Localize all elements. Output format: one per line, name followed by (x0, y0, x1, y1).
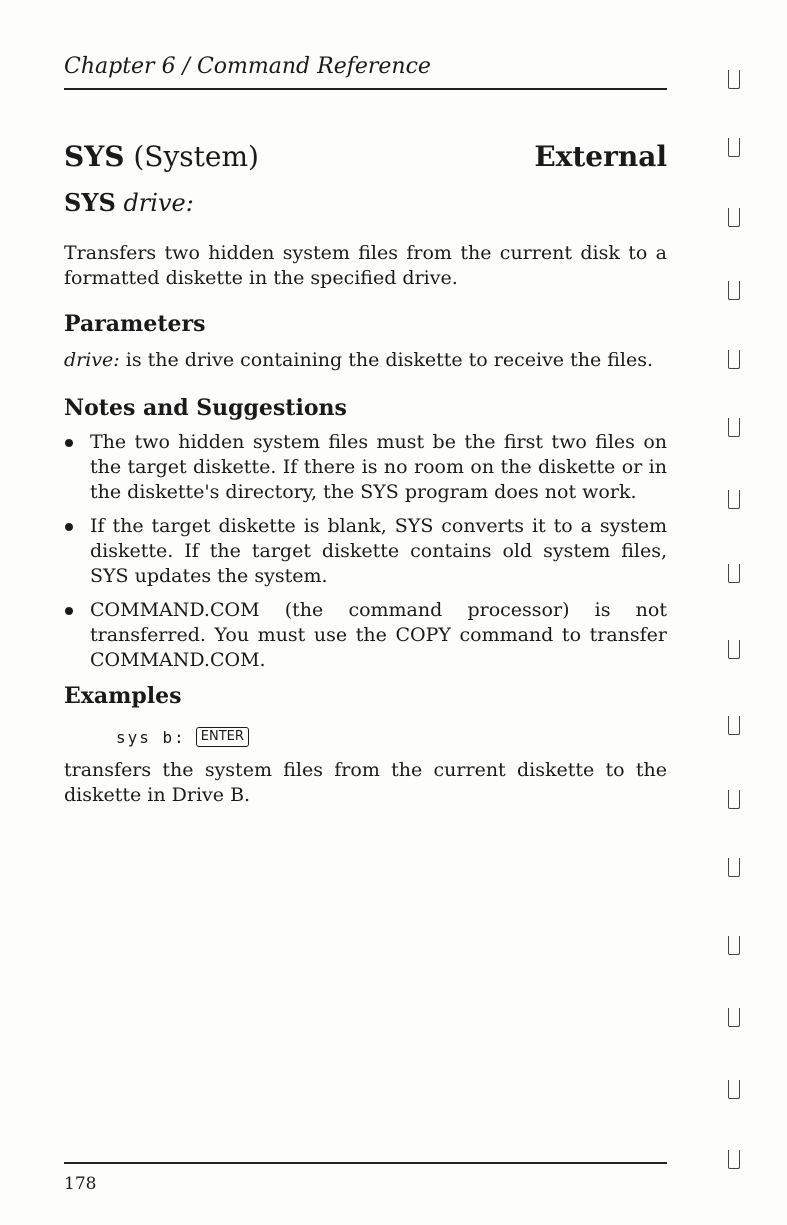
binder-mark-icon (728, 418, 740, 437)
binder-mark-icon (728, 490, 740, 509)
binder-mark-icon (728, 1150, 740, 1169)
footer-rule (64, 1162, 667, 1164)
binder-mark-icon (728, 1008, 740, 1027)
parameters-heading: Parameters (64, 311, 206, 337)
bullet-icon (65, 523, 73, 531)
binder-mark-icon (728, 564, 740, 583)
list-item: COMMAND.COM (the command processor) is not transferred. You must use the COPY command to transfer COMMAND.COM. (64, 598, 667, 673)
binder-mark-icon (728, 208, 740, 227)
bullet-icon (65, 607, 73, 615)
header-rule (64, 88, 667, 90)
running-head: Chapter 6 / Command Reference (64, 54, 431, 79)
syntax-command: SYS (64, 188, 116, 217)
notes-heading: Notes and Suggestions (64, 395, 347, 421)
syntax-line (64, 188, 194, 217)
binder-mark-icon (728, 70, 740, 89)
description-paragraph: Transfers two hidden system files from the current disk to a formatted diskette in the specified drive. (64, 242, 667, 289)
bullet-icon (65, 439, 73, 447)
example-explanation: transfers the system files from the current diskette to the diskette in Drive B. (64, 759, 667, 806)
list-item: If the target diskette is blank, SYS converts it to a system diskette. If the target diskette contains old system files, SYS updates the system. (64, 514, 667, 589)
binder-mark-icon (728, 640, 740, 659)
title-row (64, 140, 667, 173)
binder-mark-icon (728, 716, 740, 735)
parameters-paragraph (64, 348, 667, 373)
binder-mark-icon (728, 936, 740, 955)
binder-mark-icon (728, 350, 740, 369)
page-number: 178 (64, 1174, 97, 1194)
example-command (116, 727, 249, 747)
page-title (64, 140, 259, 173)
command-full-name: (System) (133, 140, 259, 173)
command-name: SYS (64, 140, 125, 173)
parameter-text: is the drive containing the diskette to receive the files. (119, 349, 654, 371)
binder-mark-icon (728, 281, 740, 300)
list-item: The two hidden system files must be the first two files on the target diskette. If there is no room on the diskette or in the diskette's directory, the SYS program does not work. (64, 430, 667, 505)
command-type: External (534, 140, 667, 173)
syntax-argument: drive: (123, 189, 194, 217)
notes-list (64, 430, 667, 682)
binder-mark-icon (728, 138, 740, 157)
enter-key-icon: ENTER (196, 727, 249, 747)
binder-mark-icon (728, 790, 740, 809)
examples-heading: Examples (64, 683, 182, 709)
binder-mark-icon (728, 1080, 740, 1099)
example-code: sys b: (116, 727, 186, 747)
parameter-term: drive: (64, 349, 120, 371)
binder-mark-icon (728, 858, 740, 877)
